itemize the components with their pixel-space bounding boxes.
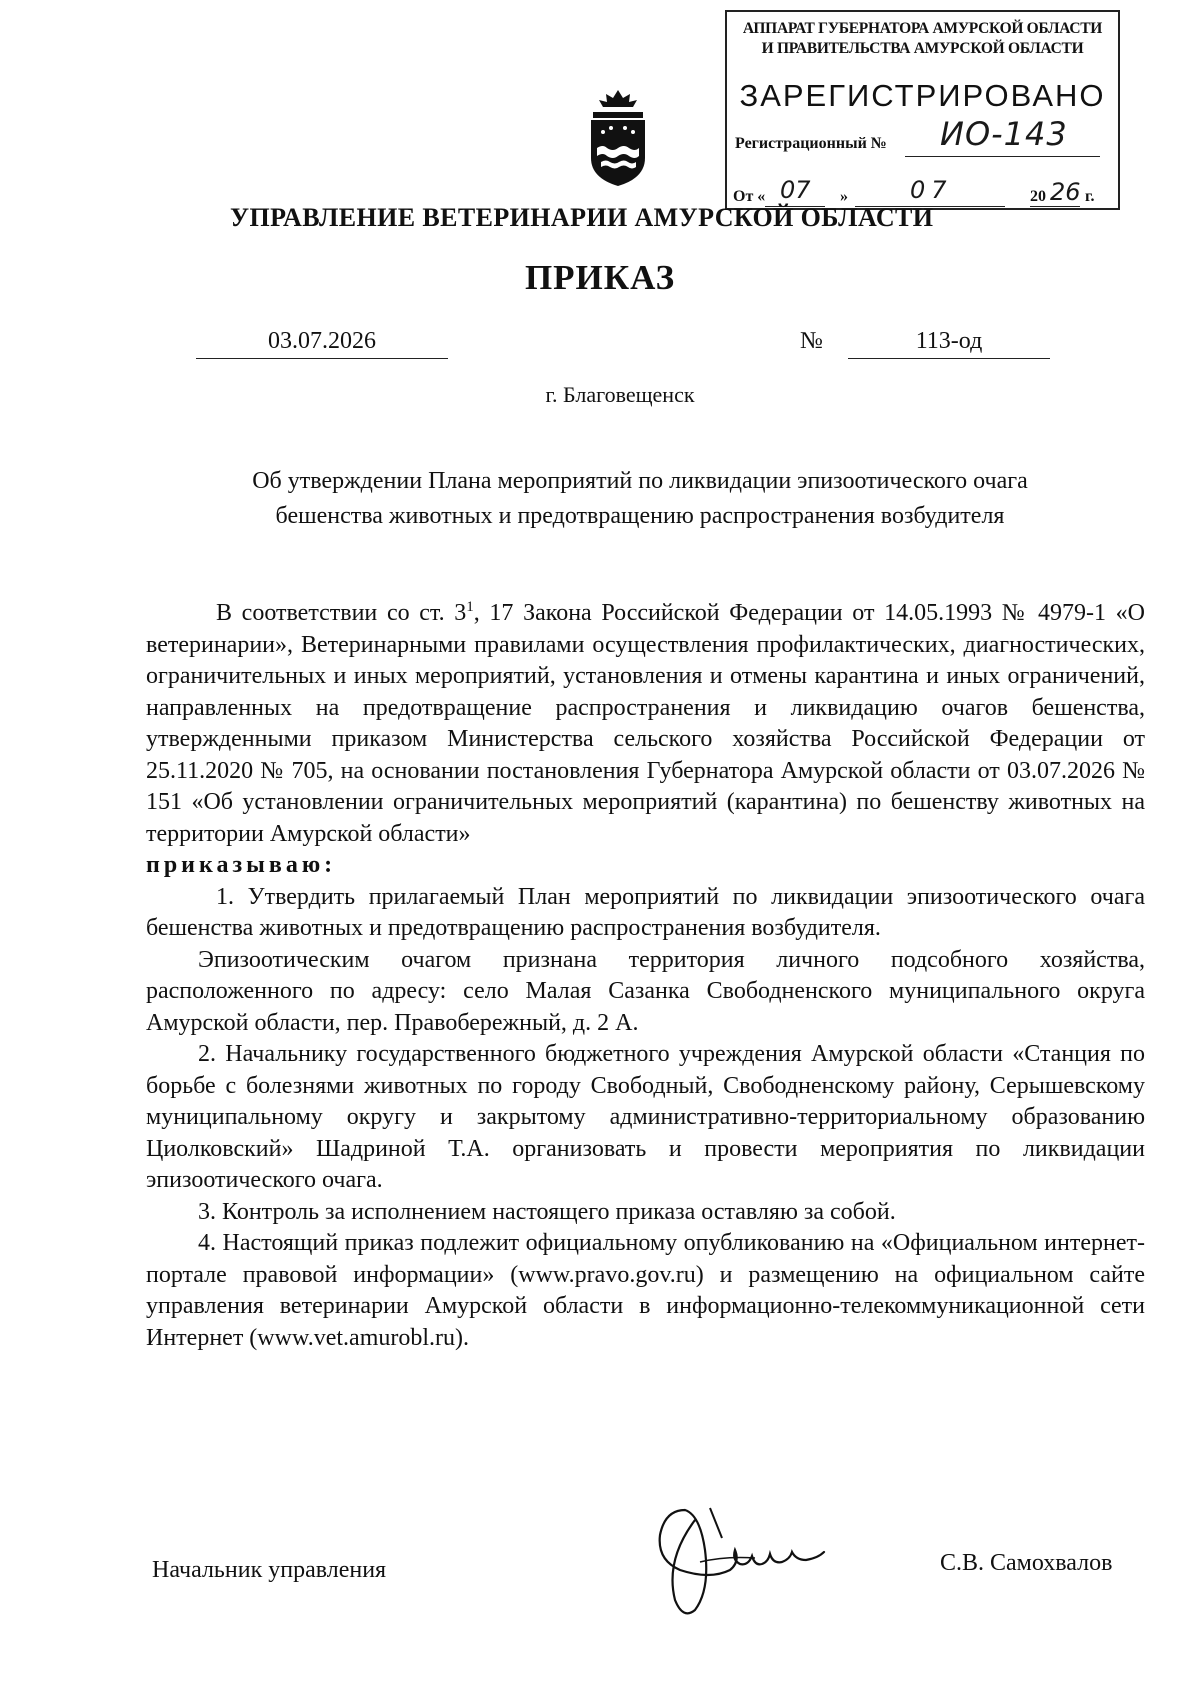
signatory-title: Начальник управления bbox=[152, 1557, 387, 1583]
stamp-reg-label: Регистрационный № bbox=[735, 135, 887, 152]
document-number: 113-од bbox=[915, 328, 983, 354]
stamp-line1: АППАРАТ ГУБЕРНАТОРА АМУРСКОЙ ОБЛАСТИ bbox=[742, 20, 1103, 37]
preamble-text-b: , 17 Закона Российской Федерации от 14.05.1993 № 4979-1 «О ветеринарии», Ветеринарными правилами осуществления профилактических, диагностических, ограничительных и иных мероприятий, установления и отмены карантина и иных ограничений, направленных на предотвращение распространения и ликвидацию очагов бешенства, утвержденными приказом Министерства сельского хозяйства Российской Федерации от 25.11.2020 № 705, на основании постановления Губернатора Амурской области от 03.07.2026 № 151 «Об установлении ограничительных мероприятий (карантина) по бешенству животных на территории Амурской области» bbox=[146, 600, 1145, 847]
subject-line1: Об утверждении Плана мероприятий по ликвидации эпизоотического очага bbox=[252, 468, 1028, 494]
number-underline bbox=[848, 358, 1050, 359]
item-2: 2. Начальнику государственного бюджетного учреждения Амурской области «Станция по борьбе с болезнями животных по городу Свободный, Свободненскому району, Серышевскому муниципальному округу и закрытому административно-территориальному образованию Циолковский» Шадриной Т.А. организовать и провести мероприятия по ликвидации эпизоотического очага. bbox=[146, 1041, 1145, 1193]
handwritten-signature bbox=[640, 1500, 880, 1630]
number-sign: № bbox=[800, 328, 823, 354]
stamp-year-prefix: 20 bbox=[1030, 188, 1046, 205]
coat-of-arms-icon bbox=[583, 88, 653, 188]
date-underline bbox=[196, 358, 448, 359]
item-4: 4. Настоящий приказ подлежит официальному опубликованию на «Официальном интернет-портале правовой информации» (www.pravo.gov.ru) и размещению на официальном сайте управления ветеринарии Амурской области в информационно-телекоммуникационной сети Интернет (www.vet.amurobl.ru). bbox=[146, 1230, 1145, 1351]
registration-stamp bbox=[725, 10, 1120, 210]
stamp-date-prefix: От « bbox=[733, 188, 766, 205]
stamp-line2: И ПРАВИТЕЛЬСТВА АМУРСКОЙ ОБЛАСТИ bbox=[761, 40, 1084, 57]
stamp-date-year: 26 bbox=[1050, 178, 1081, 206]
stamp-date-quote: » bbox=[840, 188, 848, 205]
document-type: ПРИКАЗ bbox=[524, 258, 676, 297]
document-date: 03.07.2026 bbox=[268, 328, 376, 354]
stamp-reg-underline bbox=[905, 156, 1100, 157]
preamble-text-a: В соответствии со ст. 3 bbox=[216, 600, 467, 626]
order-word: приказываю: bbox=[146, 852, 337, 878]
subject-line2: бешенства животных и предотвращению распространения возбудителя bbox=[275, 503, 1005, 529]
stamp-year-underline bbox=[1030, 206, 1080, 207]
stamp-title: ЗАРЕГИСТРИРОВАНО bbox=[739, 78, 1106, 113]
document-subject bbox=[160, 464, 1120, 534]
item-3: 3. Контроль за исполнением настоящего приказа оставляю за собой. bbox=[198, 1198, 896, 1225]
city: г. Благовещенск bbox=[545, 382, 695, 407]
item-1-note: Эпизоотическим очагом признана территория личного подсобного хозяйства, расположенного по адресу: село Малая Сазанка Свободненского муниципального округа Амурской области, пер. Правобережный, д. 2 А. bbox=[146, 946, 1145, 1036]
stamp-date-suffix: г. bbox=[1085, 188, 1095, 205]
item-1: 1. Утвердить прилагаемый План мероприятий по ликвидации эпизоотического очага бешенства животных и предотвращению распространения возбудителя. bbox=[146, 883, 1145, 941]
organization-name: УПРАВЛЕНИЕ ВЕТЕРИНАРИИ АМУРСКОЙ ОБЛАСТИ bbox=[230, 203, 934, 232]
preamble-superscript: 1 bbox=[466, 599, 474, 615]
document-body bbox=[146, 592, 1145, 1354]
stamp-date-month: 07 bbox=[910, 176, 953, 204]
stamp-date-day: 07 bbox=[780, 176, 811, 204]
signatory-name: С.В. Самохвалов bbox=[940, 1550, 1113, 1576]
preamble-paragraph bbox=[146, 592, 1145, 850]
stamp-reg-number: ИО-143 bbox=[940, 115, 1068, 153]
